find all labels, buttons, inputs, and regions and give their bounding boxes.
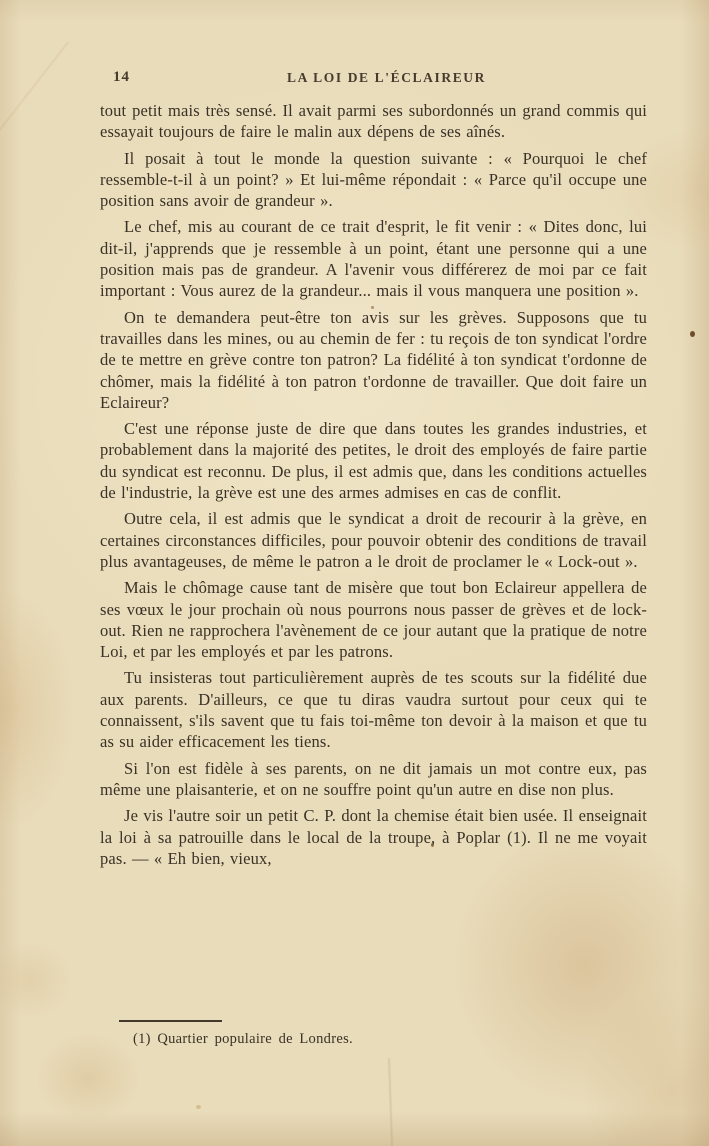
paragraph: On te demandera peut-être ton avis sur les grèves. Supposons que tu travailles dans les mines, ou au chemin de fer : tu reçois de ton syndicat l'ordre de te mettre en grève contre ton patron? La fidélité à ton syndicat t'ordonne de chômer, mais la fidélité à ton patron t'ordonne de travailler. Que doit faire un Eclaireur? bbox=[100, 307, 647, 412]
page-number: 14 bbox=[113, 69, 130, 85]
paragraph: Si l'on est fidèle à ses parents, on ne dit jamais un mot contre eux, pas même une plaisanterie, et on ne souffre point qu'un autre en dise non plus. bbox=[100, 758, 647, 799]
paper-stain-speck bbox=[196, 1105, 201, 1109]
paper-crease bbox=[388, 1058, 392, 1146]
paragraph: Mais le chômage cause tant de misère que tout bon Eclaireur appellera de ses vœux le jour prochain où nous pourrons nous passer de grèves et de lock-out. Rien ne rapprochera l'avènement de ce jour autant que la pratique de notre Loi, et par les employés et par les patrons. bbox=[100, 578, 647, 662]
paragraph: tout petit mais très sensé. Il avait parmi ses subordonnés un grand commis qui essayait toujours de faire le malin aux dépens de ses aînés. bbox=[100, 101, 647, 142]
paragraph: Je vis l'autre soir un petit C. P. dont la chemise était bien usée. Il enseignait la loi à sa patrouille dans le local de la troupe, à Poplar (1). Il ne me voyait pas. — « Eh bien, vieux, bbox=[100, 806, 647, 868]
body-text bbox=[100, 100, 647, 869]
paragraph: Le chef, mis au courant de ce trait d'esprit, le fit venir : « Dites donc, lui dit-il, j'apprends que je ressemble à un point, étant une personne qui a une position mais pas de grandeur. A l'avenir vous différerez de moi par ce fait important : Vous aurez de la grandeur... mais il vous manquera une position ». bbox=[100, 217, 647, 301]
paragraph: Outre cela, il est admis que le syndicat a droit de recourir à la grève, en certaines circonstances difficiles, pour pouvoir obtenir des conditions de travail plus avantageuses, de même le patron a le droit de proclamer le « Lock-out ». bbox=[100, 509, 647, 571]
paragraph: Tu insisteras tout particulièrement auprès de tes scouts sur la fidélité due aux parents. D'ailleurs, ce que tu diras vaudra surtout pour ceux qui te connaissent, s'ils savent que tu fais toi-même ton devoir à la maison et que tu as su aider efficacement les tiens. bbox=[100, 668, 647, 752]
footnote-divider bbox=[119, 1020, 222, 1022]
paper-crease bbox=[0, 41, 69, 144]
running-title: LA LOI DE L'ÉCLAIREUR bbox=[286, 70, 486, 85]
footnote: (1) Quartier populaire de Londres. bbox=[133, 1031, 353, 1047]
paragraph: Il posait à tout le monde la question suivante : « Pourquoi le chef ressemble-t-il à un point? » Et lui-même répondait : « Parce qu'il occupe une position sans avoir de grandeur ». bbox=[100, 148, 647, 211]
page-header bbox=[100, 69, 647, 89]
paragraph: C'est une réponse juste de dire que dans toutes les grandes industries, et probablement dans la majorité des petites, le droit des employés de faire partie du syndicat est reconnu. De plus, il est admis que, dans les conditions actuelles de l'industrie, la grève est une des armes admises en cas de conflit. bbox=[100, 419, 647, 503]
ink-speck bbox=[690, 331, 695, 337]
